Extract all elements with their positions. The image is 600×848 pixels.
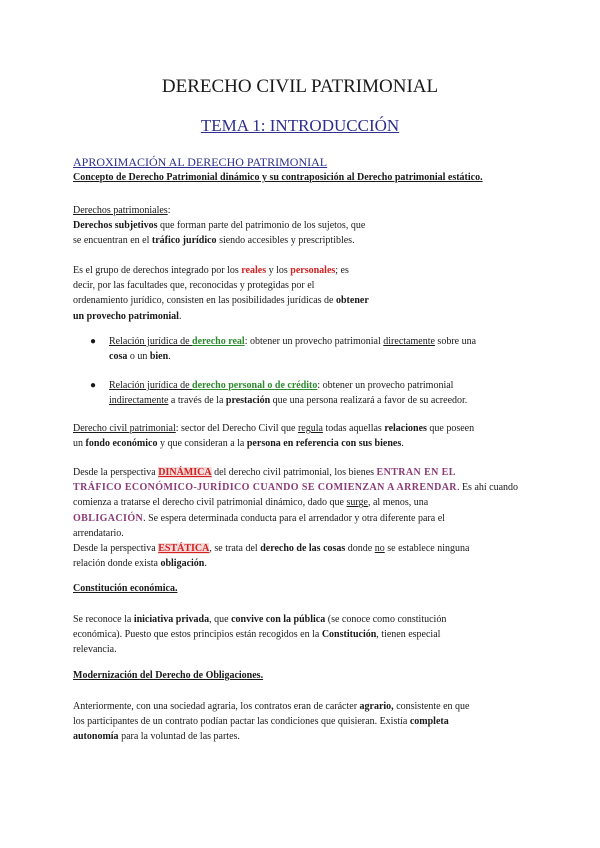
paragraph-derechos-patrimoniales: Derechos patrimoniales: Derechos subjetivos que forman parte del patrimonio de los sujetos, que se encuentran en el tráfico jurídico siendo accesibles y prescriptibles. xyxy=(73,205,366,247)
document-title: DERECHO CIVIL PATRIMONIAL xyxy=(161,76,439,97)
term-obligacion: OBLIGACIÓN xyxy=(73,512,144,524)
term-reales: reales xyxy=(241,265,267,276)
section-subheading-concepto: Concepto de Derecho Patrimonial dinámico y su contraposición al Derecho patrimonial estático. xyxy=(73,172,483,183)
term-personales: personales xyxy=(290,265,336,276)
paragraph-constitucion-economica: Se reconoce la iniciativa privada, que convive con la pública (se conoce como constitución económica). Puesto que estos principios están recogidos en la Constitución, tienen especial relevancia. xyxy=(73,614,447,656)
bullet-dot-icon: ● xyxy=(90,380,97,391)
section-heading-modernizacion: Modernización del Derecho de Obligaciones. xyxy=(73,670,264,681)
paragraph-perspectivas: Desde la perspectiva DINÁMICA del derecho civil patrimonial, los bienes ENTRAN EN EL TRÁFICO ECONÓMICO-JURÍDICO CUANDO SE COMIENZAN A ARRENDAR. Es ahí cuando comienza a tratarse el derecho civil patrimonial dinámico, dado que surge, al menos, una OBLIGACIÓN. Se espera determinada conducta para el arrendador y otra diferente para el arrendatario. Desde la perspectiva ESTÁTICA, se trata del derecho de las cosas donde no se establece ninguna relación donde exista obligación. xyxy=(73,467,519,570)
paragraph-modernizacion: Anteriormente, con una sociedad agraria, los contratos eran de carácter agrario, consistente en que los participantes de un contrato podían pactar las condiciones que quisieran. Existía completa autonomía para la voluntad de las partes. xyxy=(73,701,470,743)
document-subtitle: TEMA 1: INTRODUCCIÓN xyxy=(200,116,400,135)
bullet-dot-icon: ● xyxy=(90,336,97,347)
section-heading-constitucion: Constitución económica. xyxy=(73,583,178,594)
term-estatica: ESTÁTICA xyxy=(158,543,210,555)
term-dinamica: DINÁMICA xyxy=(158,467,212,478)
bullet-item-derecho-real: Relación jurídica de derecho real: obtener un provecho patrimonial directamente sobre una cosa o un bien. xyxy=(109,336,477,363)
term-derechos-patrimoniales: Derechos patrimoniales xyxy=(73,205,168,216)
term-derecho-personal: derecho personal o de crédito xyxy=(192,380,318,391)
bullet-item-derecho-personal: Relación jurídica de derecho personal o de crédito: obtener un provecho patrimonial indirectamente a través de la prestación que una persona realizará a favor de su acreedor. xyxy=(109,380,468,407)
paragraph-grupo-derechos: Es el grupo de derechos integrado por los reales y los personales; es decir, por las facultades que, reconocidas y protegidas por el ordenamiento jurídico, consisten en las posibilidades jurídicas de obtener un provecho patrimonial. xyxy=(73,265,369,322)
paragraph-derecho-civil-patrimonial: Derecho civil patrimonial: sector del Derecho Civil que regula todas aquellas relaciones que poseen un fondo económico y que consideran a la persona en referencia con sus bienes. xyxy=(73,423,475,450)
term-derecho-real: derecho real xyxy=(192,336,245,347)
section-heading-aproximacion: APROXIMACIÓN AL DERECHO PATRIMONIAL xyxy=(73,155,328,169)
